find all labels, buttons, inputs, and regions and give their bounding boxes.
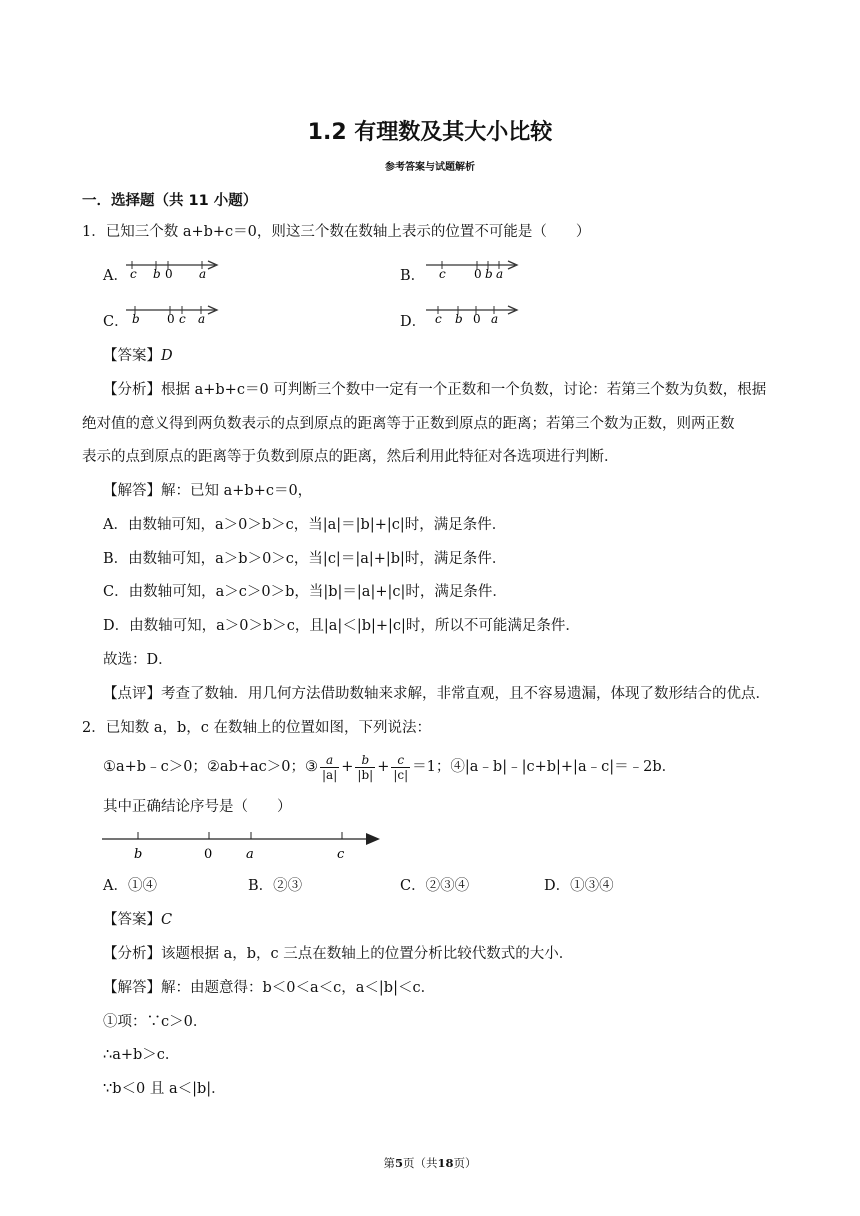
page-footer	[0, 1155, 860, 1171]
q1-option-c-letter: C．	[103, 314, 129, 330]
q2-option-a: A．①④	[103, 878, 157, 894]
q2-solution-intro	[103, 978, 435, 998]
q1-option-d-letter: D．	[400, 314, 427, 330]
solution-text: 解：由题意得：b＜0＜a＜c，a＜|b|＜c．	[161, 980, 436, 996]
comment-tag: 【点评】	[103, 686, 161, 702]
fraction-a: $\frac{a}{|a|}$	[322, 752, 338, 782]
page-subtitle: 参考答案与试题解析	[385, 162, 475, 173]
q2-number-line	[98, 828, 388, 864]
axis-label: b	[485, 267, 493, 280]
statement-1: ①a+b﹣c＞0；	[103, 759, 207, 775]
q1-option-a-letter: A．	[103, 268, 128, 284]
axis-label: 0	[167, 312, 175, 325]
analysis-text: 该题根据 a，b，c 三点在数轴上的位置分析比较代数式的大小．	[161, 946, 574, 962]
analysis-tag: 【分析】	[103, 946, 161, 962]
footer-prefix: 第	[383, 1156, 395, 1170]
axis-label: b	[153, 267, 161, 280]
axis-label: a	[246, 847, 254, 862]
answer-tag: 【答案】	[103, 912, 161, 928]
q2-answer	[103, 910, 172, 930]
footer-total-pages: 18	[437, 1156, 454, 1170]
q1-option-d-number-line	[422, 303, 522, 325]
answer-tag: 【答案】	[103, 348, 161, 364]
axis-label: c	[337, 847, 345, 862]
statement-2: ②ab+ac＞0；	[206, 759, 305, 775]
q1-option-a-number-line	[122, 258, 222, 280]
q2-analysis	[103, 944, 573, 964]
q2-statements	[103, 750, 676, 784]
q1-option-b-letter: B．	[400, 268, 426, 284]
q2-option-b: B．②③	[248, 878, 303, 894]
page-title: 1.2 有理数及其大小比较	[307, 120, 553, 145]
solution-text: 解：已知 a+b+c＝0，	[161, 483, 313, 499]
axis-label: b	[134, 847, 143, 862]
q1-answer	[103, 346, 173, 366]
q2-stem: 2．已知数 a，b，c 在数轴上的位置如图，下列说法：	[82, 720, 431, 736]
statement-3-eq: ＝1；	[412, 759, 451, 775]
q1-option-c-number-line	[122, 303, 222, 325]
fraction-c: $\frac{c}{|c|}$	[393, 752, 409, 782]
q1-analysis-line-3: 表示的点到原点的距离等于负数到原点的距离，然后利用此特征对各选项进行判断．	[82, 449, 619, 465]
analysis-text: 根据 a+b+c＝0 可判断三个数中一定有一个正数和一个负数，讨论：若第三个数为负数，根据	[161, 382, 767, 398]
axis-label: 0	[473, 312, 481, 325]
axis-label: a	[198, 312, 206, 325]
q1-solution-intro	[103, 481, 312, 501]
axis-label: b	[455, 312, 463, 325]
axis-label: a	[199, 267, 207, 280]
footer-suffix: 页）	[453, 1156, 477, 1170]
axis-label: c	[130, 267, 137, 280]
comment-text: 考查了数轴．用几何方法借助数轴来求解，非常直观，且不容易遗漏，体现了数形结合的优点．	[161, 686, 770, 702]
answer-value: C	[161, 912, 173, 928]
q1-solution-a: A．由数轴可知，a＞0＞b＞c，当|a|＝|b|+|c|时，满足条件．	[103, 517, 507, 533]
footer-mid: 页（共	[403, 1156, 438, 1170]
plus-sign: +	[377, 759, 390, 775]
axis-label: c	[435, 312, 442, 325]
axis-label: a	[491, 312, 499, 325]
section-heading: 一．选择题（共 11 小题）	[82, 193, 258, 209]
axis-label: 0	[474, 267, 482, 280]
solution-tag: 【解答】	[103, 980, 161, 996]
axis-label: 0	[204, 847, 213, 862]
q1-analysis-line-2: 绝对值的意义得到两负数表示的点到原点的距离等于正数到原点的距离；若第三个数为正数，则两正数	[82, 416, 735, 432]
q2-question: 其中正确结论序号是（ ）	[103, 799, 292, 815]
q1-solution-d: D．由数轴可知，a＞0＞b＞c，且|a|＜|b|+|c|时，所以不可能满足条件．	[103, 618, 580, 634]
axis-label: a	[496, 267, 504, 280]
q1-solution-b: B．由数轴可知，a＞b＞0＞c，当|c|＝|a|+|b|时，满足条件．	[103, 551, 507, 567]
axis-label: c	[439, 267, 446, 280]
q2-option-d: D．①③④	[544, 878, 614, 894]
axis-label: 0	[165, 267, 173, 280]
footer-page-number: 5	[394, 1156, 403, 1170]
answer-value: D	[161, 348, 173, 364]
axis-label: b	[132, 312, 140, 325]
q1-solution-c: C．由数轴可知，a＞c＞0＞b，当|b|＝|a|+|c|时，满足条件．	[103, 584, 507, 600]
solution-tag: 【解答】	[103, 483, 161, 499]
q2-option-c: C．②③④	[400, 878, 470, 894]
q2-solution-line-1: ①项：∵c＞0．	[103, 1014, 208, 1030]
q2-solution-line-3: ∵b＜0 且 a＜|b|．	[103, 1081, 226, 1097]
q2-solution-line-2: ∴a+b＞c．	[103, 1047, 180, 1063]
analysis-tag: 【分析】	[103, 382, 161, 398]
q1-option-b-number-line	[422, 258, 522, 280]
statement-3-prefix: ③	[305, 759, 318, 775]
q1-choose: 故选：D．	[103, 652, 173, 668]
q1-analysis-line-1	[103, 380, 766, 400]
axis-label: c	[179, 312, 186, 325]
q1-comment	[103, 684, 770, 704]
statement-4: ④|a﹣b|﹣|c+b|+|a﹣c|＝﹣2b．	[450, 759, 677, 775]
q1-stem: 1．已知三个数 a+b+c＝0，则这三个数在数轴上表示的位置不可能是（ ）	[82, 224, 591, 240]
plus-sign: +	[341, 759, 354, 775]
fraction-b: $\frac{b}{|b|}$	[357, 752, 374, 782]
